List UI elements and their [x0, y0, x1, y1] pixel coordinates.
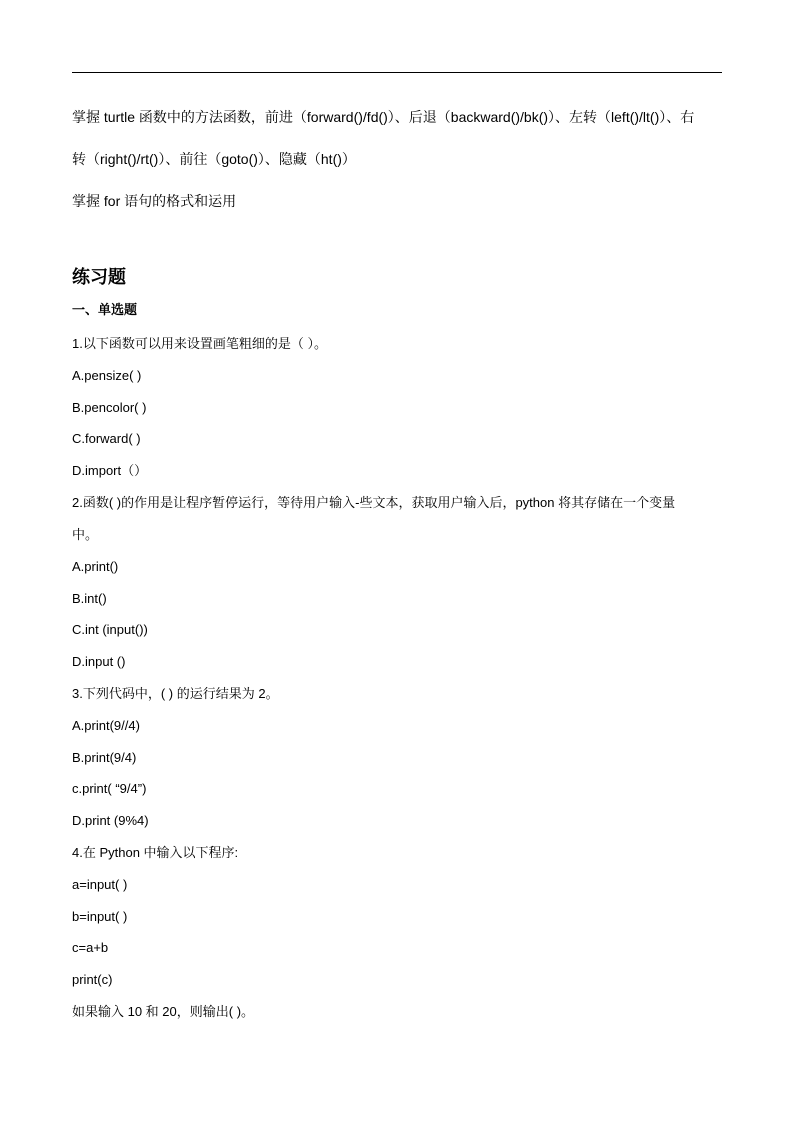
question-3-option-c: c.print( “9/4”): [72, 781, 147, 796]
question-2-option-c: C.int (input()): [72, 622, 148, 637]
question-1-option-a: A.pensize( ): [72, 368, 142, 383]
header-rule: [72, 72, 722, 73]
question-2-option-d: D.input (): [72, 654, 126, 669]
question-4-stem: 4.在 Python 中输入以下程序:: [72, 845, 239, 860]
question-4-code-line-4: print(c): [72, 972, 113, 987]
question-2-stem-line-2: 中。: [72, 527, 99, 542]
question-4-code-line-2: b=input( ): [72, 909, 128, 924]
question-2-option-a: A.print(): [72, 559, 119, 574]
question-4-tail: 如果输入 10 和 20，则输出( )。: [72, 1004, 255, 1019]
question-3-option-d: D.print (9%4): [72, 813, 149, 828]
question-1-option-d: D.import（）: [72, 463, 148, 478]
question-1-stem: 1.以下函数可以用来设置画笔粗细的是（ ）。: [72, 336, 327, 351]
subsection-title: 一、单选题: [72, 302, 138, 317]
objective-line-2: 转（right()/rt()）、前往（goto()）、隐藏（ht()）: [72, 151, 356, 167]
question-3-option-a: A.print(9//4): [72, 718, 140, 733]
question-4-code-line-3: c=a+b: [72, 940, 109, 955]
section-title: 练习题: [72, 267, 126, 287]
question-3-stem: 3.下列代码中，( ) 的运行结果为 2。: [72, 686, 279, 701]
question-3-option-b: B.print(9/4): [72, 750, 137, 765]
question-1-option-b: B.pencolor( ): [72, 400, 147, 415]
objective-line-1: 掌握 turtle 函数中的方法函数，前进（forward()/fd()）、后退（backward()/bk()）、左转（left()/lt()）、右: [72, 109, 695, 125]
question-2-stem-line-1: 2.函数( )的作用是让程序暂停运行，等待用户输入-些文本，获取用户输入后，python 将其存储在一个变量: [72, 495, 676, 510]
question-1-option-c: C.forward( ): [72, 431, 141, 446]
question-2-option-b: B.int(): [72, 591, 107, 606]
question-4-code-line-1: a=input( ): [72, 877, 128, 892]
objective-line-3: 掌握 for 语句的格式和运用: [72, 193, 237, 209]
